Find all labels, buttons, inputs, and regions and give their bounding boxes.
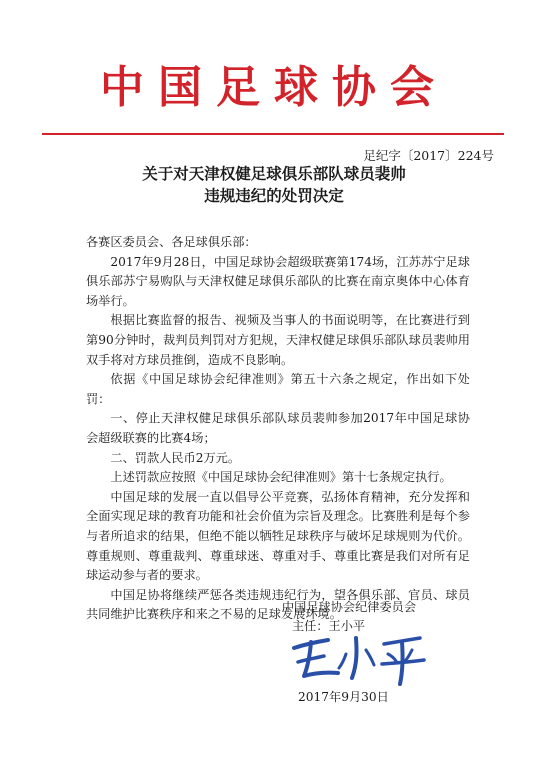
paragraph-8: 中国足协将继续严惩各类违规违纪行为，望各俱乐部、官员、球员共同维护比赛秩序和来之不易的足球发展环境。 (86, 587, 470, 622)
letterhead-rule (42, 133, 504, 135)
signing-chairman: 主任：王小平 (292, 619, 366, 633)
paragraph-7: 中国足球的发展一直以倡导公平竞赛，弘扬体育精神，充分发挥和全面实现足球的教育功能和社会价值为宗旨及理念。比赛胜利是每个参与者所追求的结果，但绝不能以牺牲足球秩序与破坏足球规则为代价。尊重规则、尊重裁判、尊重球迷、尊重对手、尊重比赛是我们对所有足球运动参与者的要求。 (86, 489, 470, 583)
letterhead-title: 中国足球协会 (100, 62, 448, 113)
document-number: 足纪字〔2017〕224号 (363, 148, 494, 163)
title-line-1: 关于对天津权健足球俱乐部队球员裴帅 (142, 164, 406, 183)
title-line-2: 违规违纪的处罚决定 (204, 186, 344, 205)
signing-organization: 中国足球协会纪律委员会 (282, 600, 417, 614)
handwritten-signature (284, 618, 434, 688)
paragraph-6: 上述罚款应按照《中国足球协会纪律准则》第十七条规定执行。 (110, 470, 452, 485)
paragraph-4: 一、停止天津权健足球俱乐部队球员裴帅参加2017年中国足球协会超级联赛的比赛4场； (86, 411, 470, 445)
paragraph-3: 依据《中国足球协会纪律准则》第五十六条之规定，作出如下处罚： (86, 372, 470, 406)
paragraph-2: 根据比赛监督的报告、视频及当事人的书面说明等，在比赛进行到第90分钟时，裁判员判罚对方犯规，天津权健足球俱乐部队球员裴帅用双手将对方球员推倒，造成不良影响。 (86, 313, 470, 367)
document-title (0, 163, 548, 207)
paragraph-1: 2017年9月28日，中国足球协会超级联赛第174场，江苏苏宁足球俱乐部苏宁易购队与天津权健足球俱乐部队的比赛在南京奥体中心体育场举行。 (86, 254, 470, 308)
paragraph-5: 二、罚款人民币2万元。 (110, 450, 241, 465)
document-body (86, 233, 470, 625)
salutation: 各赛区委员会、各足球俱乐部： (86, 235, 257, 249)
document-date: 2017年9月30日 (298, 690, 389, 704)
